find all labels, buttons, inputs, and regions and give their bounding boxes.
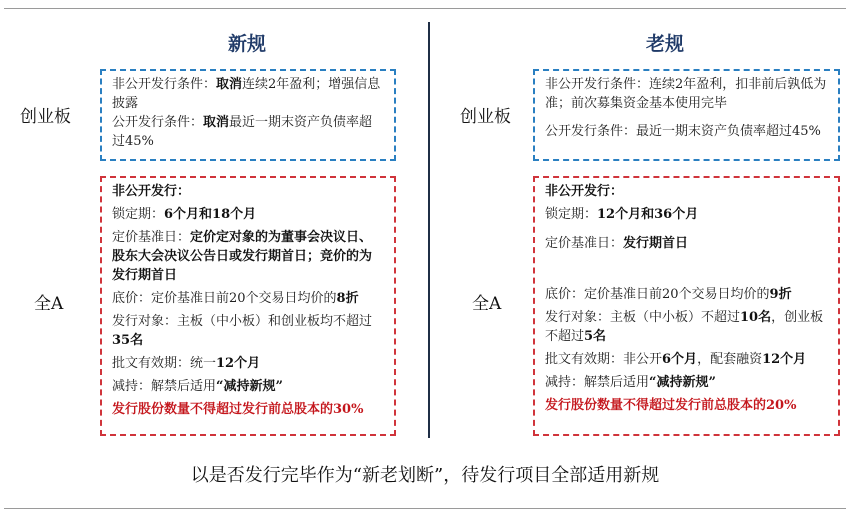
new-approval bbox=[112, 354, 384, 373]
old-chuangye-box bbox=[533, 69, 840, 161]
new-reduce bbox=[112, 377, 384, 396]
new-pricing bbox=[112, 228, 384, 285]
row-label-chuangye-left: 创业板 bbox=[20, 107, 71, 127]
value: 12个月和36个月 bbox=[597, 207, 699, 222]
value: 12个月 bbox=[216, 356, 261, 371]
value: “减持新规” bbox=[649, 375, 716, 390]
heading-old: 老规 bbox=[646, 33, 685, 55]
label: 公开发行条件： bbox=[112, 115, 204, 130]
column-divider bbox=[428, 22, 430, 438]
old-title bbox=[545, 182, 828, 201]
label: 减持：解禁后适用 bbox=[545, 375, 650, 390]
value: 9折 bbox=[769, 287, 792, 302]
label: 减持：解禁后适用 bbox=[112, 379, 217, 394]
old-reduce bbox=[545, 373, 828, 392]
row-label-chuangye-right: 创业板 bbox=[460, 107, 511, 127]
label: 发行对象：主板（中小板）不超过 bbox=[545, 310, 741, 325]
value: 发行期首日 bbox=[623, 236, 689, 251]
new-chuangye-public bbox=[112, 113, 384, 151]
title-text: 非公开发行： bbox=[545, 184, 624, 199]
old-quanA-box bbox=[533, 176, 840, 436]
label: 非公开发行条件： bbox=[112, 77, 217, 92]
new-chuangye-box bbox=[100, 69, 396, 161]
row-label-quanA-right: 全A bbox=[472, 294, 502, 314]
value: 6个月 bbox=[662, 352, 698, 367]
label: 发行对象：主板（中小板）和创业板均不超过 bbox=[112, 314, 373, 329]
old-chuangye-public: 公开发行条件：最近一期末资产负债率超过45% bbox=[545, 124, 821, 139]
new-limit bbox=[112, 400, 384, 419]
old-lock bbox=[545, 205, 828, 224]
old-floor bbox=[545, 285, 828, 304]
value: 12个月 bbox=[762, 352, 807, 367]
value: 5名 bbox=[584, 329, 607, 344]
new-floor bbox=[112, 289, 384, 308]
old-target bbox=[545, 308, 828, 346]
emphasis: 取消 bbox=[203, 115, 230, 130]
value: “减持新规” bbox=[216, 379, 283, 394]
text: ，创业板不超过 bbox=[545, 310, 824, 344]
bottom-note: 以是否发行完毕作为“新老划断”，待发行项目全部适用新规 bbox=[190, 465, 660, 486]
old-chuangye-nonpublic: 非公开发行条件：连续2年盈利，扣非前后孰低为准；前次募集资金基本使用完毕 bbox=[545, 77, 827, 111]
emphasis: 取消 bbox=[216, 77, 243, 92]
heading-new: 新规 bbox=[228, 33, 267, 55]
title-text: 非公开发行： bbox=[112, 184, 191, 199]
top-rule bbox=[4, 8, 846, 9]
limit-text: 发行股份数量不得超过发行前总股本的30% bbox=[112, 402, 364, 417]
label: 批文有效期：非公开 bbox=[545, 352, 663, 367]
value: 6个月和18个月 bbox=[164, 207, 257, 222]
new-lock bbox=[112, 205, 384, 224]
value: 35名 bbox=[112, 333, 144, 348]
new-quanA-box bbox=[100, 176, 396, 436]
old-approval bbox=[545, 350, 828, 369]
old-limit bbox=[545, 396, 828, 415]
label: 锁定期： bbox=[112, 207, 165, 222]
new-chuangye-nonpublic bbox=[112, 75, 384, 113]
text: ，配套融资 bbox=[697, 352, 763, 367]
value: 8折 bbox=[336, 291, 359, 306]
label: 定价基准日： bbox=[112, 230, 191, 245]
row-label-quanA-left: 全A bbox=[34, 294, 64, 314]
new-title bbox=[112, 182, 384, 201]
new-target bbox=[112, 312, 384, 350]
label: 底价：定价基准日前20个交易日均价的 bbox=[545, 287, 770, 302]
limit-text: 发行股份数量不得超过发行前总股本的20% bbox=[545, 398, 797, 413]
old-pricing bbox=[545, 234, 828, 253]
bottom-rule bbox=[4, 508, 846, 509]
text: 最近一期末资产负债率超过45% bbox=[112, 115, 373, 149]
label: 底价：定价基准日前20个交易日均价的 bbox=[112, 291, 337, 306]
value: 定价定对象的为董事会决议日、股东大会决议公告日或发行期首日；竞价的为发行期首日 bbox=[112, 230, 373, 283]
text: 连续2年盈利；增强信息披露 bbox=[112, 77, 381, 111]
value: 10名 bbox=[740, 310, 772, 325]
label: 定价基准日： bbox=[545, 236, 624, 251]
label: 锁定期： bbox=[545, 207, 598, 222]
label: 批文有效期：统一 bbox=[112, 356, 217, 371]
